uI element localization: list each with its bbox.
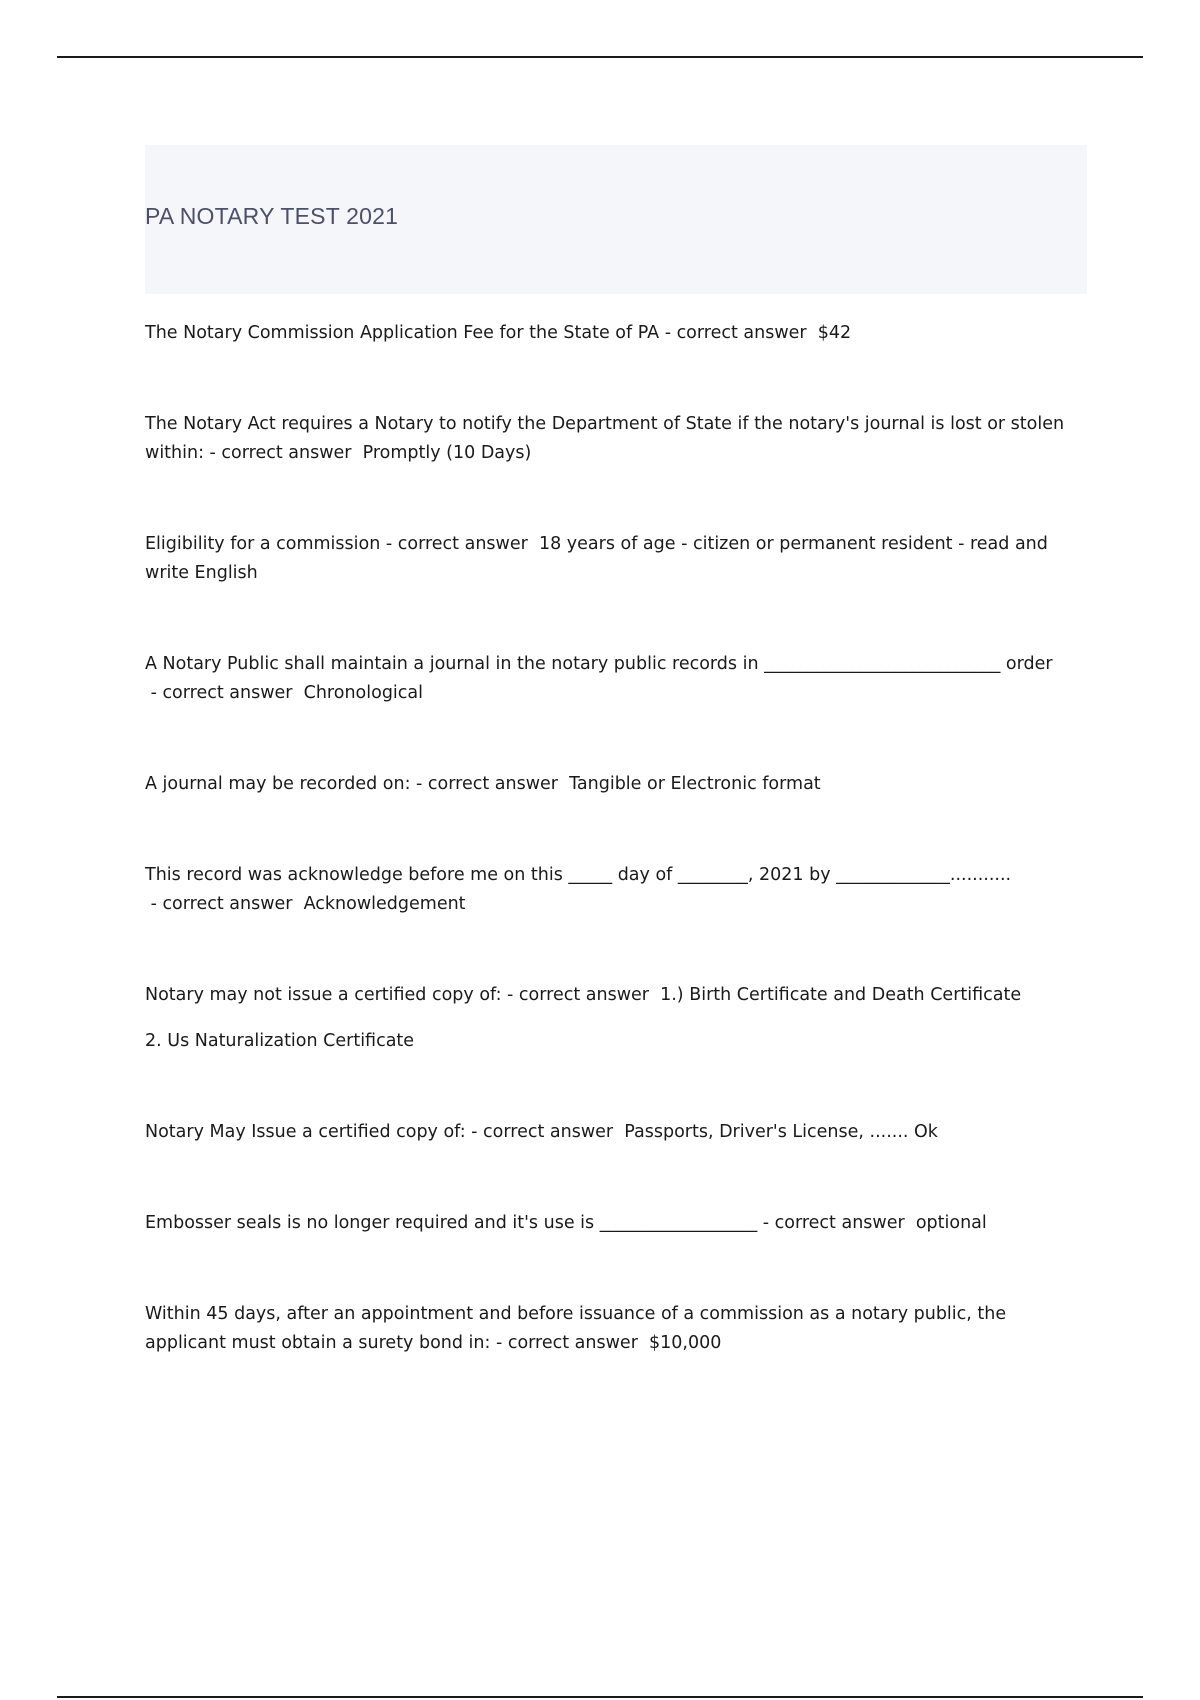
answer-separator: - correct answer [501,985,661,1005]
qa-item [145,1209,1090,1238]
question-text: The Notary Act requires a Notary to notify the Department of State if the notary's journal is lost or stolen within: [145,414,1065,463]
question-text: Eligibility for a commission [145,534,381,554]
answer-separator: - correct answer [465,1122,625,1142]
qa-item [145,410,1090,468]
answer-text: Chronological [303,683,423,703]
question-text: Embosser seals is no longer required and it's use is __________________ [145,1213,758,1233]
answer-text: Tangible or Electronic format [569,774,821,794]
answer-separator: - correct answer [203,443,363,463]
qa-item [145,981,1090,1056]
answer-text: Promptly (10 Days) [362,443,532,463]
qa-first-line [145,981,1090,1010]
bottom-rule [57,1696,1143,1698]
question-text: Notary May Issue a certified copy of: [145,1122,466,1142]
question-text: A journal may be recorded on: [145,774,411,794]
answer-separator: - correct answer [659,323,818,343]
question-text: This record was acknowledge before me on this _____ day of ________, 2021 by _____________........... [145,865,1012,885]
answer-text: optional [915,1213,987,1233]
answer-text: $10,000 [649,1333,722,1353]
question-text: Within 45 days, after an appointment and before issuance of a commission as a notary public, the applicant must obtain a surety bond in: [145,1304,1007,1353]
qa-item [145,861,1090,919]
answer-separator: - correct answer [145,683,304,703]
answer-text: $42 [817,323,852,343]
qa-item [145,530,1090,588]
answer-text: 1.) Birth Certificate and Death Certificate [660,985,1022,1005]
qa-item [145,650,1090,708]
answer-separator: - correct answer [410,774,570,794]
answer-text: 18 years of age - citizen or permanent resident - read and write English [145,534,1048,583]
qa-item [145,319,1090,348]
top-rule [57,56,1143,58]
answer-separator: - correct answer [757,1213,916,1233]
question-text: The Notary Commission Application Fee for the State of PA [145,323,660,343]
answer-separator: - correct answer [145,894,304,914]
qa-item [145,1300,1090,1358]
question-text: Notary may not issue a certified copy of: [145,985,502,1005]
qa-item [145,770,1090,799]
answer-continuation: 2. Us Naturalization Certificate [145,1031,415,1051]
qa-list [145,319,1090,1420]
answer-text: Passports, Driver's License, ....... Ok [624,1122,938,1142]
question-text: A Notary Public shall maintain a journal in the notary public records in ___________________________ order [145,654,1053,674]
document-title: PA NOTARY TEST 2021 [145,203,399,229]
answer-separator: - correct answer [490,1333,650,1353]
qa-item [145,1118,1090,1147]
answer-separator: - correct answer [380,534,539,554]
title-band [145,145,1087,294]
answer-text: Acknowledgement [303,894,466,914]
